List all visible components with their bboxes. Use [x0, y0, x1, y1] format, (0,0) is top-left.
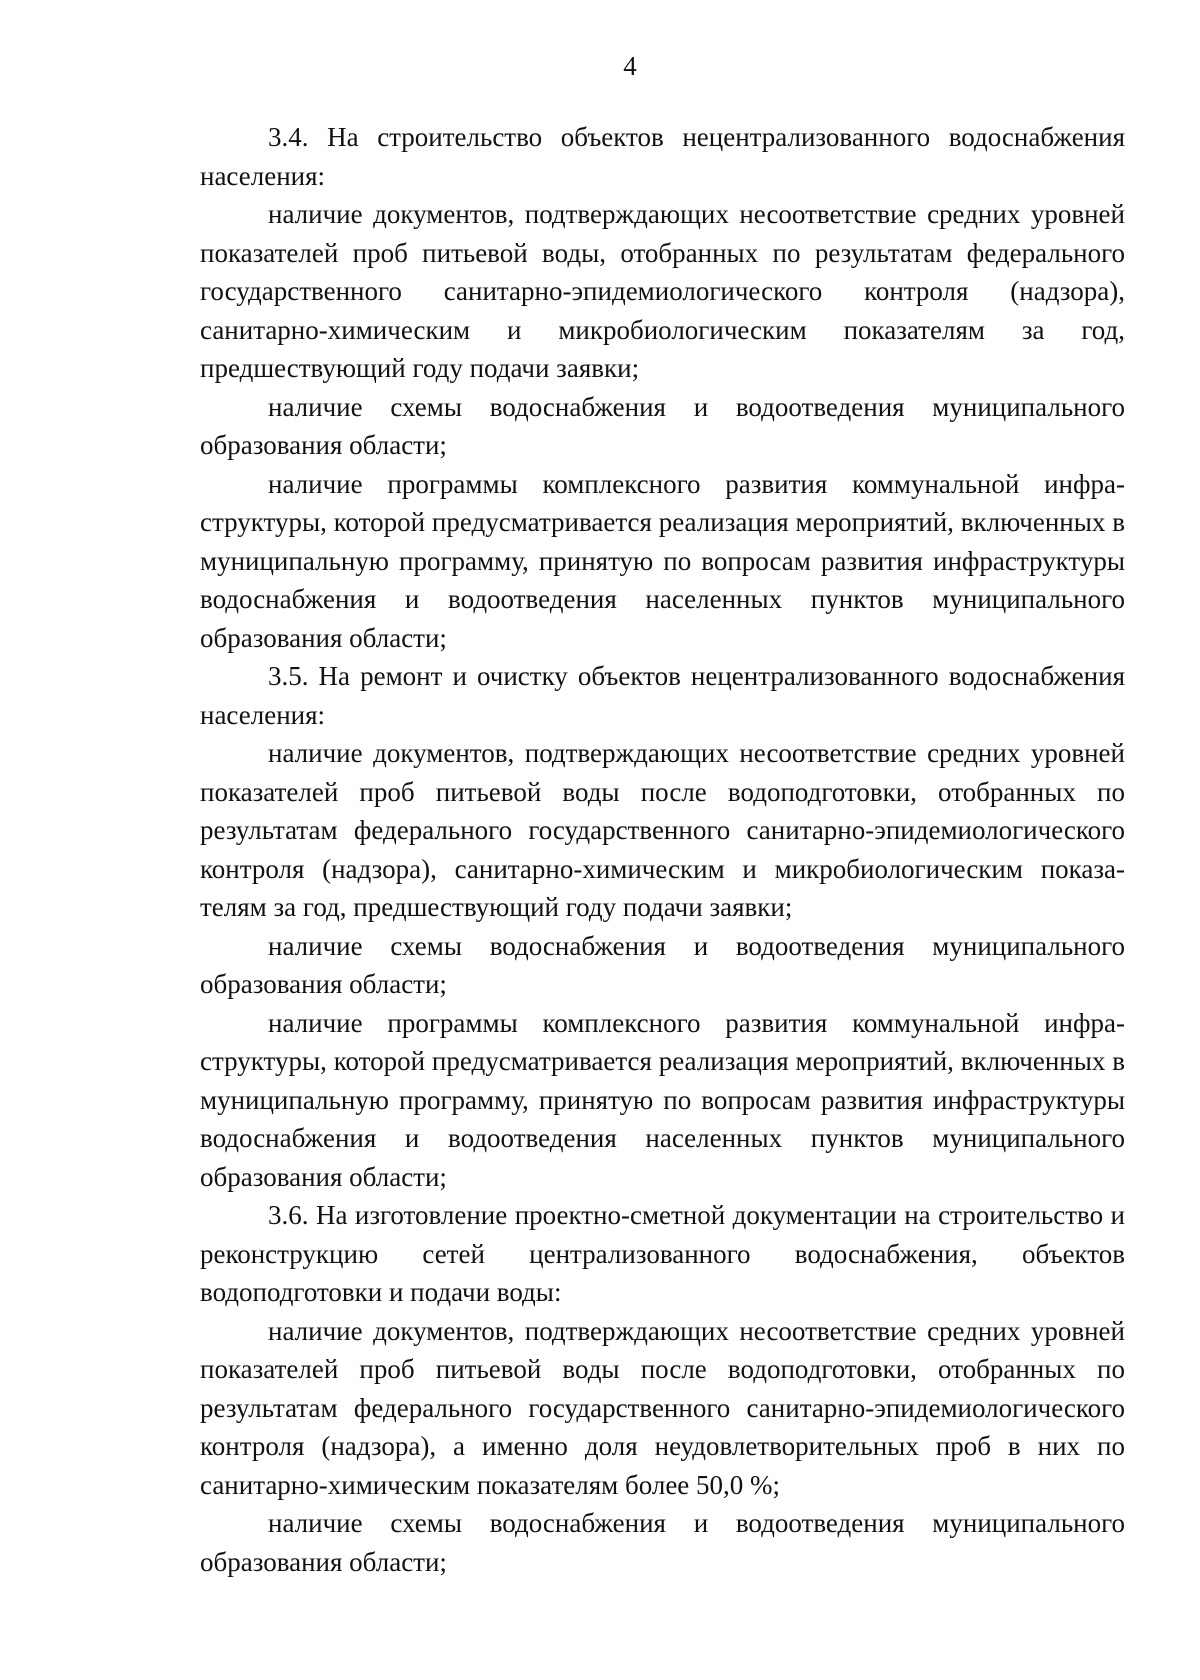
section-3-5-heading: 3.5. На ремонт и очистку объектов нецентрализованного водоснабжения населения:	[200, 661, 1125, 730]
requirement-paragraph: наличие схемы водоснабжения и водоотведения муниципального образования области;	[200, 1508, 1125, 1577]
requirement-paragraph: наличие программы комплексного развития коммунальной инфраструктуры, которой предусматривается реализация мероприятий, включенных в муниципальную программу, принятую по вопросам развития инфраструктуры водоснабжения и водоотведения населенных пунктов муниципального образования области;	[200, 468, 1125, 653]
section-3-4-heading: 3.4. На строительство объектов нецентрализованного водоснабжения населения:	[200, 122, 1125, 191]
requirement-paragraph: наличие документов, подтверждающих несоответствие средних уровней показателей проб питьевой воды после водоподготовки, отобранных по результатам федерального государственного санитарно-эпидемиологического контроля (надзора), санитарно-химическим и микробиологическим показателям за год, предшествующий году подачи заявки;	[200, 738, 1125, 922]
requirement-paragraph: наличие программы комплексного развития коммунальной инфраструктуры, которой предусматривается реализация мероприятий, включенных в муниципальную программу, принятую по вопросам развития инфраструктуры водоснабжения и водоотведения населенных пунктов муниципального образования области;	[200, 1007, 1125, 1192]
requirement-paragraph: наличие схемы водоснабжения и водоотведения муниципального образования области;	[200, 930, 1125, 999]
requirement-paragraph: наличие документов, подтверждающих несоответствие средних уровней показателей проб питьевой воды после водоподготовки, отобранных по результатам федерального государственного санитарно-эпидемиологического контроля (надзора), а именно доля неудовлетворительных проб в них по санитарно-химическим показателям более 50,0 %;	[200, 1315, 1125, 1500]
document-body	[200, 118, 1125, 1581]
requirement-paragraph: наличие схемы водоснабжения и водоотведения муниципального образования области;	[200, 391, 1125, 460]
section-3-6-heading: 3.6. На изготовление проектно-сметной документации на строительство и реконструкцию сетей централизованного водоснабжения, объектов водоподготовки и подачи воды:	[200, 1200, 1125, 1307]
page-number: 4	[623, 51, 637, 81]
requirement-paragraph: наличие документов, подтверждающих несоответствие средних уровней показателей проб питьевой воды, отобранных по результатам федерального государственного санитарно-эпидемиологического контроля (надзора), санитарно-химическим и микробиологическим показателям за год, предшествующий году подачи заявки;	[200, 199, 1125, 383]
